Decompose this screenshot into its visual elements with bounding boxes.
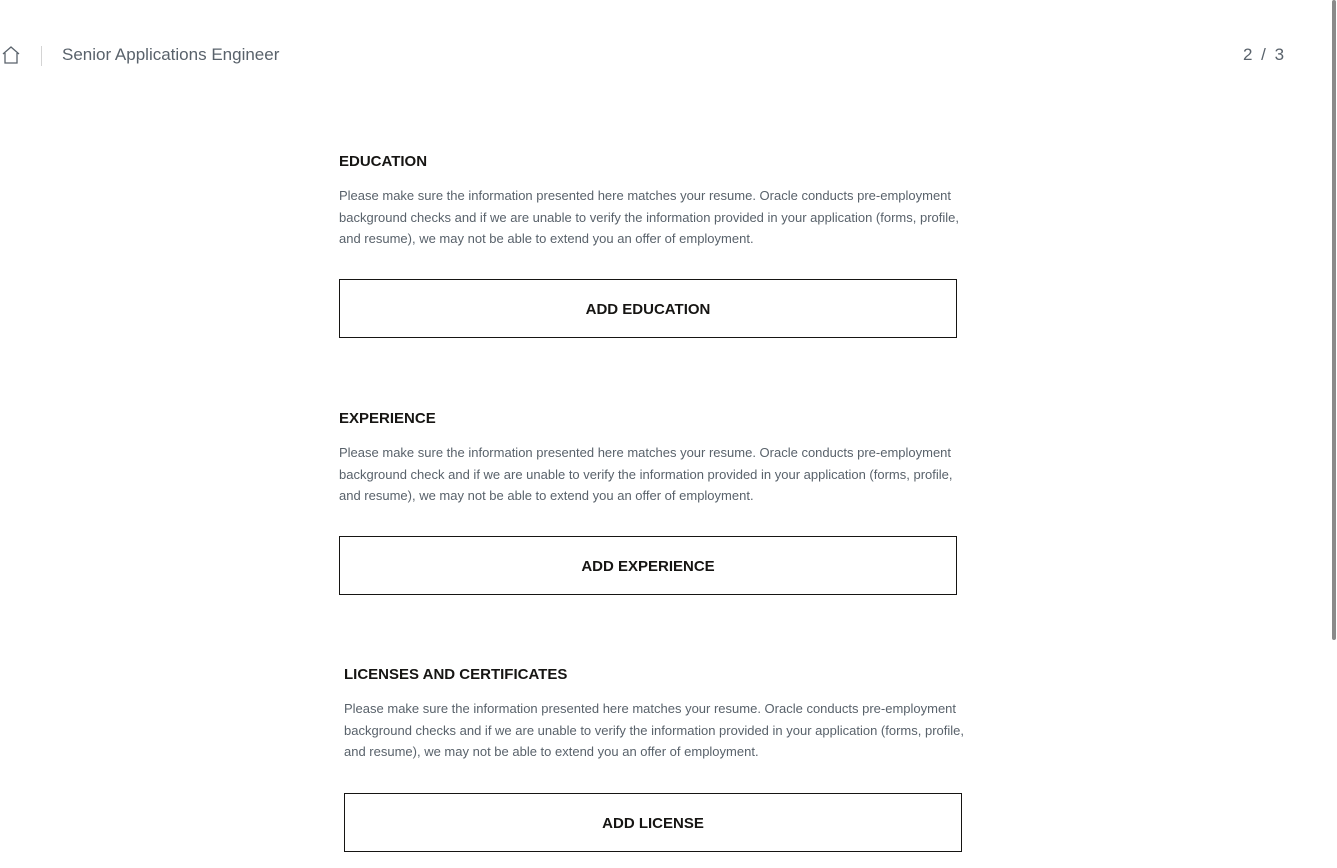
- licenses-section: [344, 666, 964, 832]
- add-experience-button[interactable]: ADD EXPERIENCE: [339, 536, 957, 595]
- experience-description: Please make sure the information presented here matches your resume. Oracle conducts pre-employment background check and if we are unable to verify the information provided in your application (forms, profile, and resume), we may not be able to extend you an offer of employment.: [339, 445, 953, 503]
- home-icon[interactable]: [1, 45, 21, 65]
- experience-title: EXPERIENCE: [339, 410, 436, 427]
- add-education-button[interactable]: ADD EDUCATION: [339, 279, 957, 338]
- education-section: [339, 153, 959, 318]
- education-description: Please make sure the information presented here matches your resume. Oracle conducts pre-employment background checks and if we are unable to verify the information provided in your application (forms, profile, and resume), we may not be able to extend you an offer of employment.: [339, 188, 959, 246]
- breadcrumb-divider: [41, 46, 42, 66]
- experience-section: [339, 410, 959, 575]
- job-title: Senior Applications Engineer: [62, 45, 280, 64]
- add-license-button[interactable]: ADD LICENSE: [344, 793, 962, 852]
- step-indicator: 2 / 3: [1243, 45, 1287, 64]
- licenses-title: LICENSES AND CERTIFICATES: [344, 666, 568, 683]
- scrollbar-thumb[interactable]: [1332, 0, 1336, 640]
- education-title: EDUCATION: [339, 153, 428, 170]
- top-bar: [0, 40, 1337, 70]
- licenses-description: Please make sure the information presented here matches your resume. Oracle conducts pre-employment background checks and if we are unable to verify the information provided in your application (forms, profile, and resume), we may not be able to extend you an offer of employment.: [344, 701, 964, 759]
